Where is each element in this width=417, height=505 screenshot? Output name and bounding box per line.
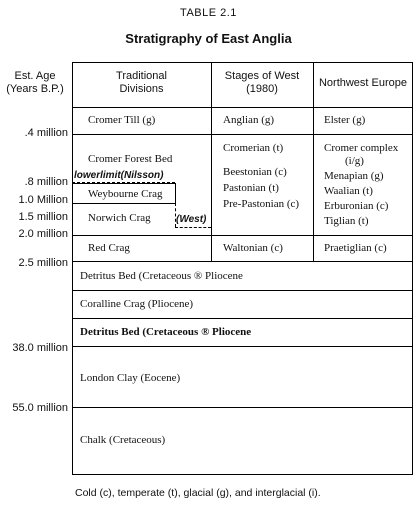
age-0-8: .8 million: [24, 176, 68, 188]
cell-tiglian: Tiglian (t): [324, 215, 369, 227]
cell-pastonian: Pastonian (t): [223, 182, 279, 194]
cell-waalian: Waalian (t): [324, 185, 373, 197]
cell-elster: Elster (g): [324, 114, 366, 126]
cell-erburonian: Erburonian (c): [324, 200, 389, 212]
header-stages-west: [211, 70, 313, 96]
cell-cromer-complex: Cromer complex: [324, 142, 399, 154]
row-divider-detritus2: [72, 346, 413, 347]
age-header: [2, 70, 68, 96]
cell-chalk: Chalk (Cretaceous): [80, 434, 166, 446]
page-title: Stratigraphy of East Anglia: [125, 31, 292, 46]
header-divider: [72, 107, 413, 108]
table-label: TABLE 2.1: [180, 7, 237, 19]
age-1-5: 1.5 million: [18, 211, 68, 223]
age-55-0: 55.0 million: [12, 402, 68, 414]
age-header-line1: Est. Age: [14, 70, 56, 82]
age-0-4: .4 million: [24, 127, 68, 139]
row-divider-till: [72, 134, 413, 135]
weybourne-bottom-line: [72, 203, 175, 204]
cell-weybourne-crag: Weybourne Crag: [88, 188, 163, 200]
row-divider-coralline: [72, 318, 413, 319]
header-traditional: [72, 70, 211, 96]
column-divider-2: [313, 62, 314, 261]
row-divider-red-crag-bottom: [72, 261, 413, 262]
age-38-0: 38.0 million: [12, 342, 68, 354]
cell-pre-pastonian: Pre-Pastonian (c): [223, 198, 300, 210]
cell-london-clay: London Clay (Eocene): [80, 372, 181, 384]
cell-norwich-crag: Norwich Crag: [88, 212, 151, 224]
west-boundary-horizontal: [175, 227, 211, 228]
row-divider-detritus1: [72, 290, 413, 291]
row-divider-red-crag-top: [72, 235, 413, 236]
cell-coralline-crag: Coralline Crag (Pliocene): [80, 298, 194, 310]
cell-detritus-bed-2: Detritus Bed (Cretaceous ® Pliocene: [80, 326, 252, 338]
weybourne-top-line: [72, 183, 175, 184]
west-boundary-vertical: [175, 203, 176, 227]
cell-beestonian: Beestonian (c): [223, 166, 287, 178]
age-header-line2: (Years B.P.): [6, 83, 64, 95]
age-2-5: 2.5 million: [18, 257, 68, 269]
header-stages-west-line1: Stages of West: [224, 70, 300, 82]
header-traditional-line1: Traditional: [116, 70, 167, 82]
cell-menapian: Menapian (g): [324, 170, 384, 182]
cell-detritus-bed-1: Detritus Bed (Cretaceous ® Pliocene: [80, 270, 243, 282]
row-divider-london-clay: [72, 407, 413, 408]
cell-red-crag: Red Crag: [88, 242, 130, 254]
cell-praetiglian: Praetiglian (c): [324, 242, 387, 254]
west-label: (West): [176, 214, 207, 225]
weybourne-right-line: [175, 183, 176, 203]
header-traditional-line2: Divisions: [119, 83, 164, 95]
header-northwest: Northwest Europe: [318, 77, 408, 89]
cell-cromer-forest-bed: Cromer Forest Bed: [88, 153, 173, 165]
cell-waltonian: Waltonian (c): [223, 242, 283, 254]
age-2-0: 2.0 million: [18, 228, 68, 240]
cell-cromer-till: Cromer Till (g): [88, 114, 156, 126]
cell-cromerian: Cromerian (t): [223, 142, 284, 154]
cell-cromer-complex-sub: (i/g): [345, 155, 364, 167]
lower-limit-nilsson: lowerlimit(Nilsson): [74, 170, 164, 181]
header-stages-west-line2: (1980): [246, 83, 278, 95]
cell-anglian: Anglian (g): [223, 114, 275, 126]
age-1-0: 1.0 Million: [18, 194, 68, 206]
footnote: Cold (c), temperate (t), glacial (g), and interglacial (i).: [75, 487, 321, 499]
